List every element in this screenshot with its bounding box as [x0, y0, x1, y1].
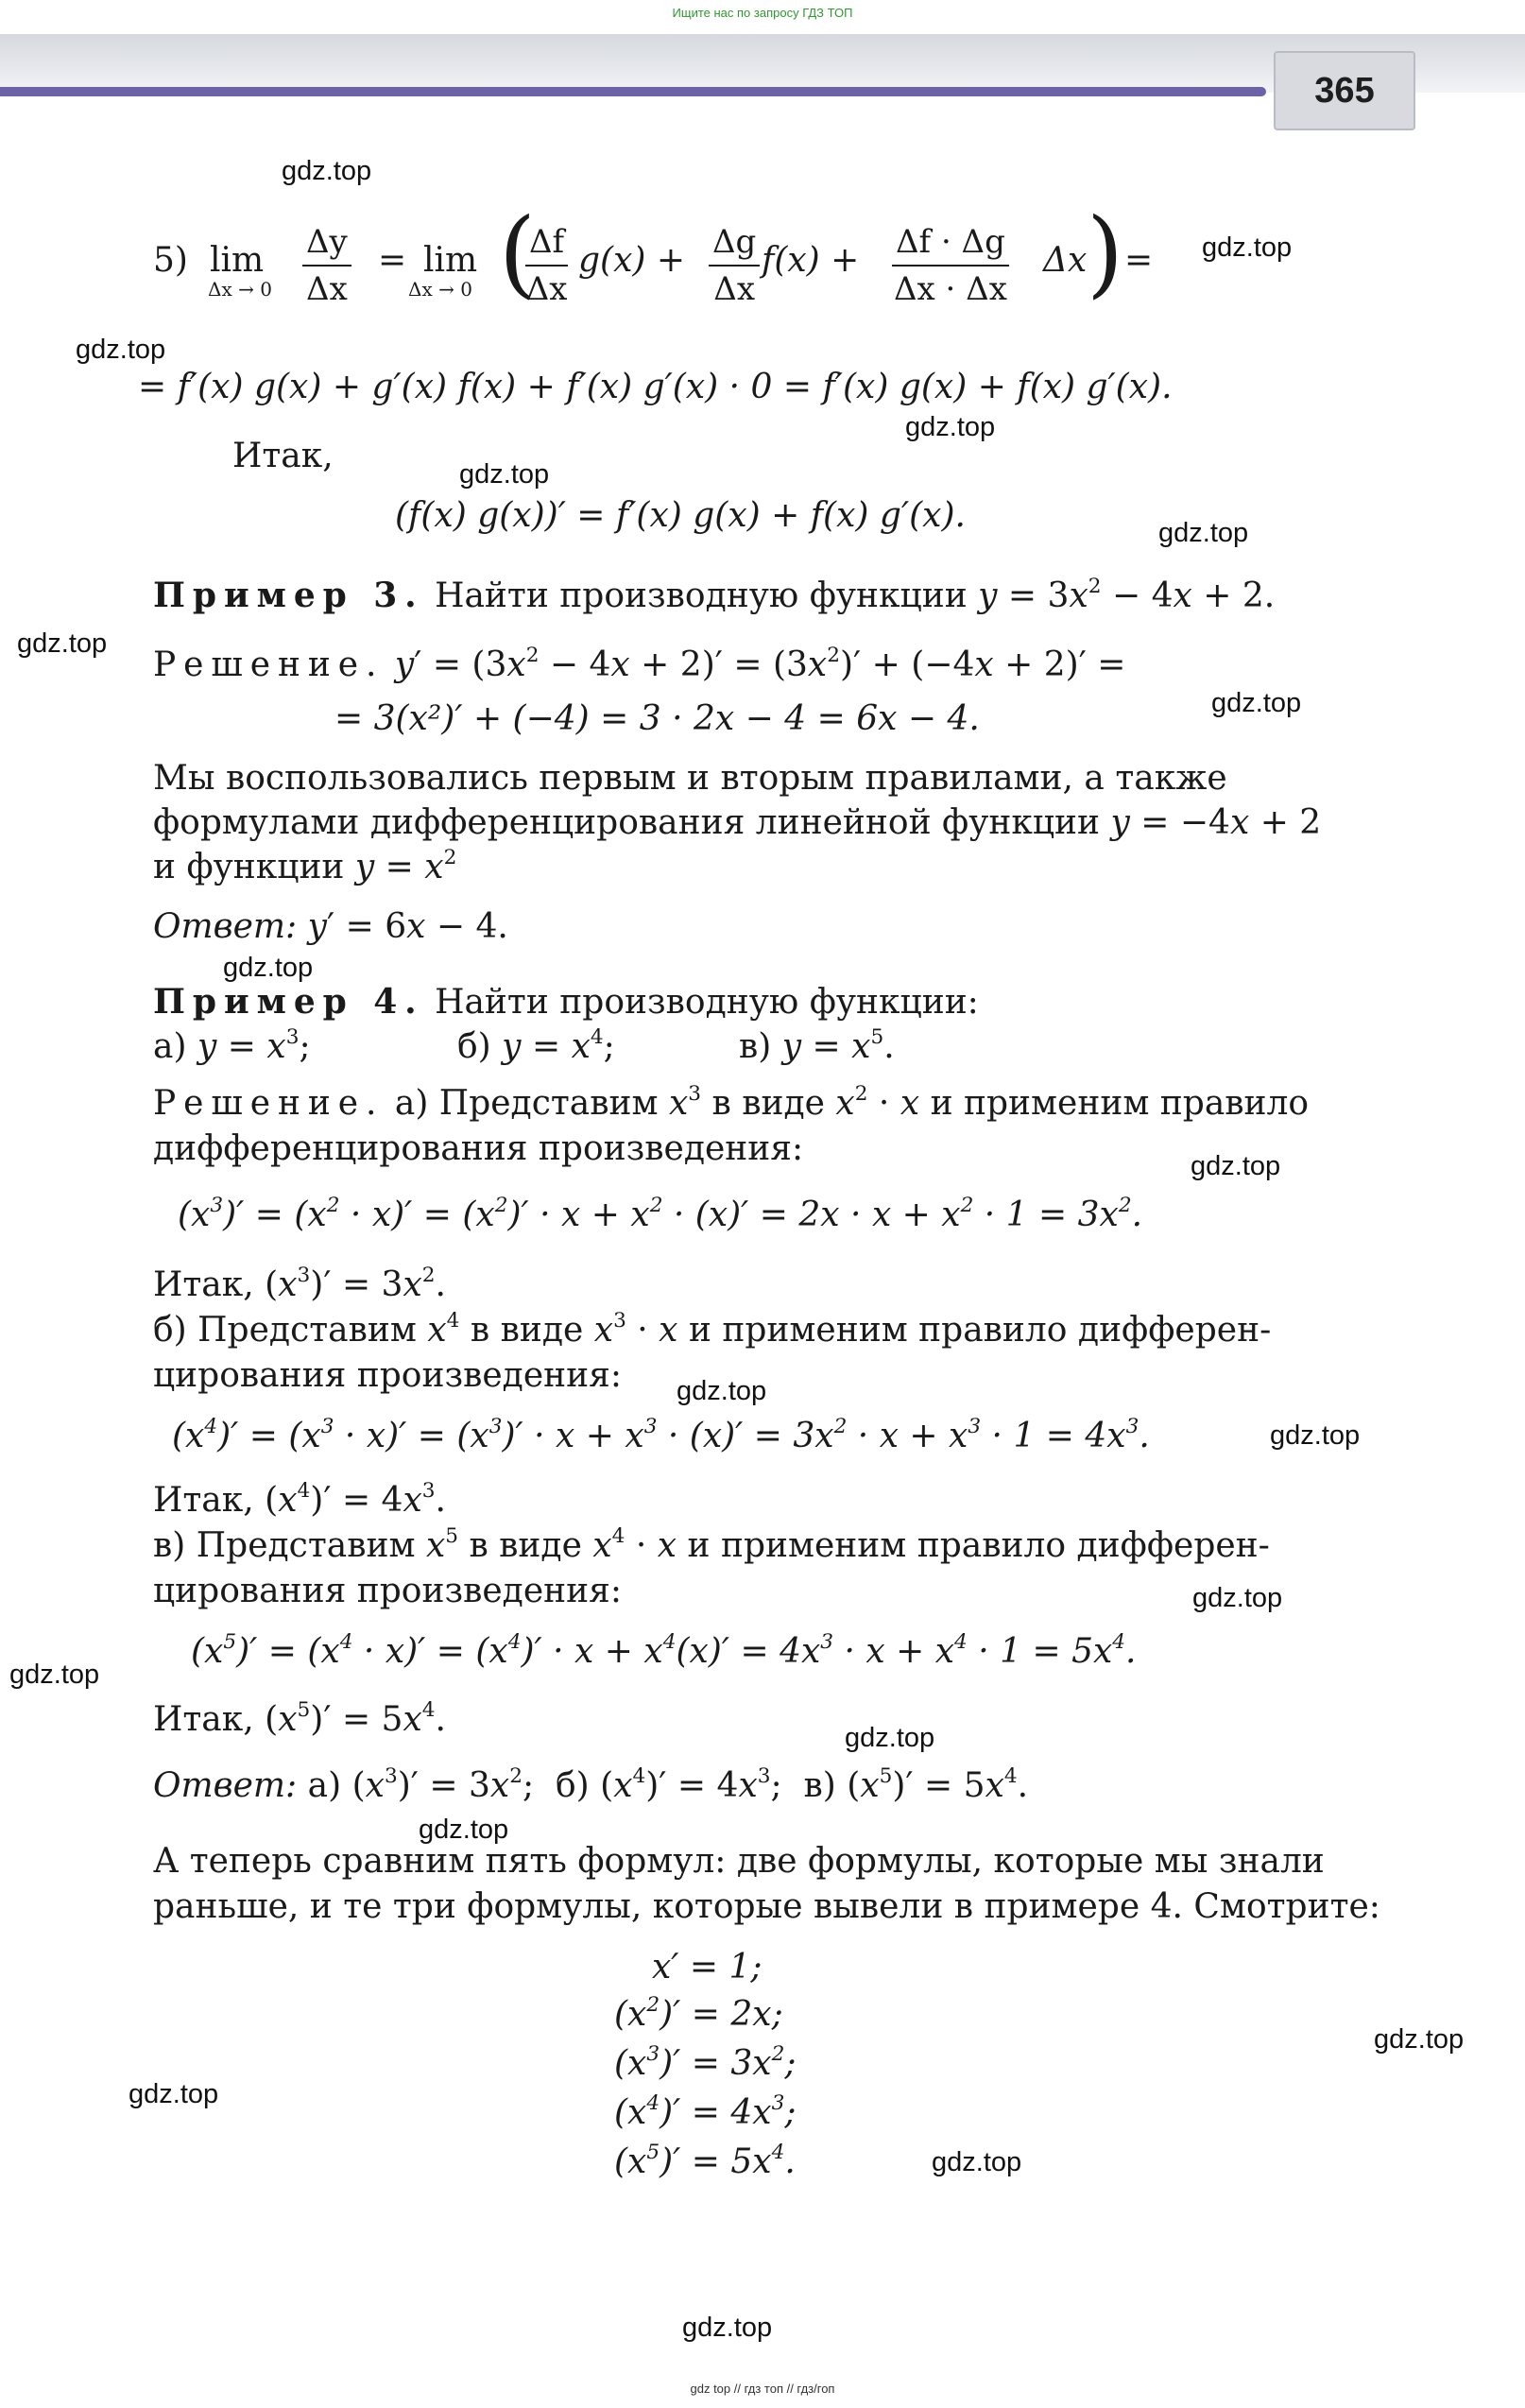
watermark: gdz.top: [1374, 2024, 1465, 2055]
watermark: gdz.top: [1202, 232, 1293, 263]
sol-b-formula: $(x^4)' = (x^3 \cdot x)' = (x^3)' \cdot x + x^3 \cdot (x)' = 3x^2 \cdot x + x^3 \cdot 1 = 4x^3$.: [172, 1414, 1150, 1455]
watermark: gdz.top: [905, 412, 996, 442]
example4-items: а) $y = x^3$;: [153, 1024, 311, 1066]
lim-subscript: Δx → 0: [408, 278, 472, 301]
product-rule: (f(x) g(x))′ = f′(x) g(x) + f(x) g′(x).: [395, 496, 966, 535]
formula-x3: $(x^3)' = 3x^2$;: [614, 2041, 797, 2083]
watermark: gdz.top: [677, 1376, 767, 1406]
footer-note: gdz top // гдз топ // гдз/гоп: [690, 2382, 835, 2396]
answer3: Ответ: y′ = 6x − 4.: [153, 907, 508, 946]
f-term: f(x) +: [762, 241, 860, 280]
watermark: gdz.top: [9, 1660, 100, 1690]
watermark: gdz.top: [1211, 688, 1302, 718]
watermark: gdz.top: [845, 1723, 935, 1753]
numerator: Δg: [709, 223, 760, 267]
explain-line3: и функции $y = x^2$: [153, 845, 457, 886]
itak-label: Итак,: [232, 437, 334, 475]
denominator: Δx · Δx: [894, 270, 1007, 308]
sol-v-itak: Итак, $(x^5)' = 5x^4$.: [153, 1697, 446, 1739]
example3-line: Пример 3. Найти производную функции $y = 3x^2 - 4x + 2$.: [153, 574, 1276, 615]
watermark: gdz.top: [76, 335, 166, 365]
watermark: gdz.top: [1192, 1583, 1283, 1613]
top-note: Ищите нас по запросу ГДЗ ТОП: [672, 6, 853, 20]
watermark: gdz.top: [419, 1815, 509, 1845]
lim-word: lim: [423, 241, 478, 280]
watermark: gdz.top: [223, 953, 314, 983]
compare-line1: А теперь сравним пять формул: две формулы, которые мы знали: [153, 1842, 1325, 1881]
equals: =: [1124, 241, 1154, 280]
watermark: gdz.top: [129, 2079, 219, 2109]
watermark: gdz.top: [17, 628, 108, 659]
answer4: Ответ: а) $(x^3)' = 3x^2$; б) $(x^4)' = 4x^3$; в) $(x^5)' = 5x^4$.: [153, 1763, 1029, 1805]
explain-line2: формулами дифференцирования линейной функции y = −4x + 2: [153, 803, 1322, 842]
denominator: Δx: [525, 270, 568, 308]
fraction-dg-dx: [709, 223, 760, 308]
example3-solution-line2: = 3(x²)′ + (−4) = 3 · 2x − 4 = 6x − 4.: [334, 699, 980, 738]
sol-a-line2: дифференцирования произведения:: [153, 1129, 804, 1168]
sol-b-line2: цирования произведения:: [153, 1356, 622, 1395]
example4-item-v: в) $y = x^5$.: [739, 1024, 895, 1066]
denominator: Δx: [306, 270, 348, 308]
formula-item-number: 5): [153, 241, 188, 280]
g-term: g(x) +: [578, 241, 686, 280]
equals: =: [378, 241, 407, 280]
numerator: Δf: [525, 223, 568, 267]
header-stripe: [0, 87, 1266, 96]
formula-x2: $(x^2)' = 2x$;: [614, 1992, 783, 2034]
example4-item-b: б) $y = x^4$;: [457, 1024, 615, 1066]
formula-x: x′ = 1;: [652, 1948, 762, 1987]
watermark: gdz.top: [1270, 1420, 1361, 1451]
fraction-dy-dx: [302, 223, 351, 308]
sol-a-formula: $(x^3)' = (x^2 \cdot x)' = (x^2)' \cdot x + x^2 \cdot (x)' = 2x \cdot x + x^2 \cdot 1 = 3x^2$.: [178, 1193, 1143, 1234]
sol-a-line1: Решение. а) Представим $x^3$ в виде $x^2 \cdot x$ и применим правило: [153, 1081, 1310, 1123]
tail-dx: Δx: [1043, 241, 1088, 280]
left-paren: (: [499, 198, 537, 308]
fraction-dfdg: [892, 223, 1009, 308]
watermark: gdz.top: [1191, 1151, 1281, 1181]
watermark: gdz.top: [682, 2313, 773, 2343]
fraction-df-dx: [525, 223, 568, 308]
denominator: Δx: [713, 270, 756, 308]
watermark: gdz.top: [459, 459, 550, 490]
formula-x5: $(x^5)' = 5x^4$.: [614, 2140, 796, 2181]
sol-v-line2: цирования произведения:: [153, 1572, 622, 1610]
numerator: Δf · Δg: [892, 223, 1009, 267]
lim-word: lim: [210, 241, 265, 280]
watermark: gdz.top: [282, 156, 372, 186]
formula5-line2: = f′(x) g(x) + g′(x) f(x) + f′(x) g′(x) · 0 = f′(x) g(x) + f(x) g′(x).: [138, 368, 1173, 406]
compare-line2: раньше, и те три формулы, которые вывели в примере 4. Смотрите:: [153, 1887, 1380, 1926]
page-number: 365: [1274, 51, 1415, 130]
sol-b-line1: б) Представим $x^4$ в виде $x^3 \cdot x$ и применим правило дифферен-: [153, 1308, 1272, 1350]
formula-x4: $(x^4)' = 4x^3$;: [614, 2090, 797, 2132]
right-paren: ): [1087, 198, 1124, 308]
explain-line1: Мы воспользовались первым и вторым правилами, а также: [153, 759, 1227, 798]
sol-a-itak: Итак, $(x^3)' = 3x^2$.: [153, 1263, 446, 1304]
lim-subscript: Δx → 0: [208, 278, 272, 301]
sol-v-formula: $(x^5)' = (x^4 \cdot x)' = (x^4)' \cdot x + x^4(x)' = 4x^3 \cdot x + x^4 \cdot 1 = 5x^4$.: [191, 1629, 1137, 1671]
example4-line: Пример 4. Найти производную функции:: [153, 982, 979, 1022]
watermark: gdz.top: [932, 2147, 1022, 2177]
example3-solution: Решение. $y' = (3x^2 - 4x + 2)' = (3x^2)' + (-4x + 2)'$ =: [153, 643, 1126, 684]
sol-b-itak: Итак, $(x^4)' = 4x^3$.: [153, 1478, 446, 1520]
watermark: gdz.top: [1158, 518, 1249, 548]
sol-v-line1: в) Представим $x^5$ в виде $x^4 \cdot x$ и применим правило дифферен-: [153, 1523, 1270, 1565]
numerator: Δy: [302, 223, 351, 267]
